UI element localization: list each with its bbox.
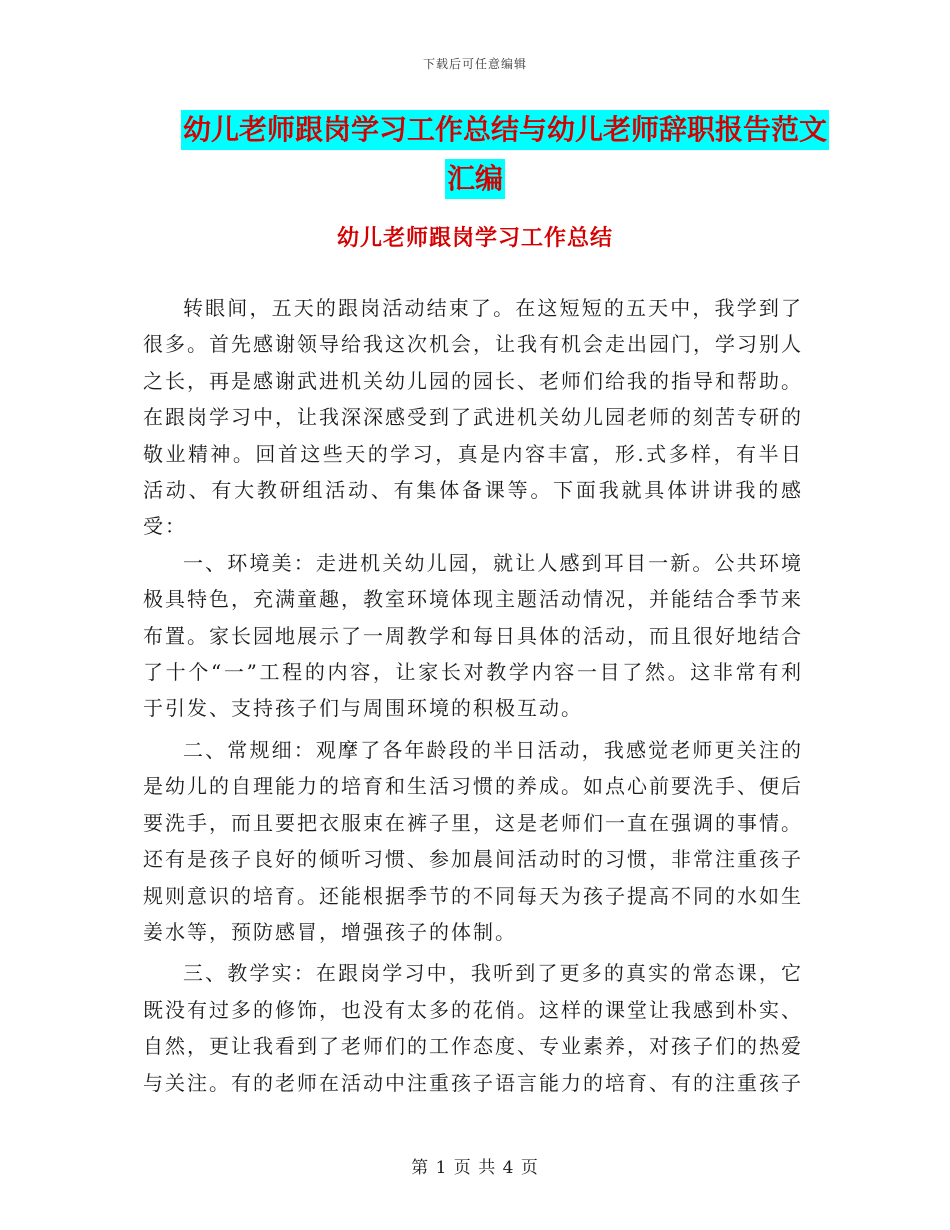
body-text (143, 290, 803, 1101)
paragraph-teaching: 三、教学实：在跟岗学习中，我听到了更多的真实的常态课，它既没有过多的修饰，也没有太多的花俏。这样的课堂让我感到朴实、自然，更让我看到了老师们的工作态度、专业素养，对孩子们的热爱与关注。有的老师在活动中注重孩子语言能力的培育、有的注重孩子 (143, 961, 803, 1095)
section-subtitle: 幼儿老师跟岗学习工作总结 (336, 225, 613, 251)
paragraph-environment: 一、环境美：走进机关幼儿园，就让人感到耳目一新。公共环境极具特色，充满童趣，教室环境体现主题活动情况，并能结合季节来布置。家长园地展示了一周教学和每日具体的活动，而且很好地结合了十个“一”工程的内容，让家长对教学内容一目了然。这非常有利于引发、支持孩子们与周围环境的积极互动。 (143, 550, 803, 721)
title-line-1: 幼儿老师跟岗学习工作总结与幼儿老师辞职报告范文 (181, 110, 829, 150)
header-note: 下载后可任意编辑 (422, 57, 527, 71)
paragraph-routine: 二、常规细：观摩了各年龄段的半日活动，我感觉老师更关注的是幼儿的自理能力的培育和生活习惯的养成。如点心前要洗手、便后要洗手，而且要把衣服束在裤子里，这是老师们一直在强调的事情。还有是孩子良好的倾听习惯、参加晨间活动时的习惯，非常注重孩子规则意识的培育。还能根据季节的不同每天为孩子提高不同的水如生姜水等，预防感冒，增强孩子的体制。 (143, 737, 803, 944)
document-title (0, 110, 950, 199)
page-footer: 第 1 页 共 4 页 (411, 1158, 539, 1178)
title-line-2: 汇编 (445, 159, 505, 199)
paragraph-intro: 转眼间，五天的跟岗活动结束了。在这短短的五天中，我学到了很多。首先感谢领导给我这次机会，让我有机会走出园门，学习别人之长，再是感谢武进机关幼儿园的园长、老师们给我的指导和帮助。在跟岗学习中，让我深深感受到了武进机关幼儿园老师的刻苦专研的敬业精神。回首这些天的学习，真是内容丰富，形.式多样，有半日活动、有大教研组活动、有集体备课等。下面我就具体讲讲我的感受： (143, 296, 803, 539)
